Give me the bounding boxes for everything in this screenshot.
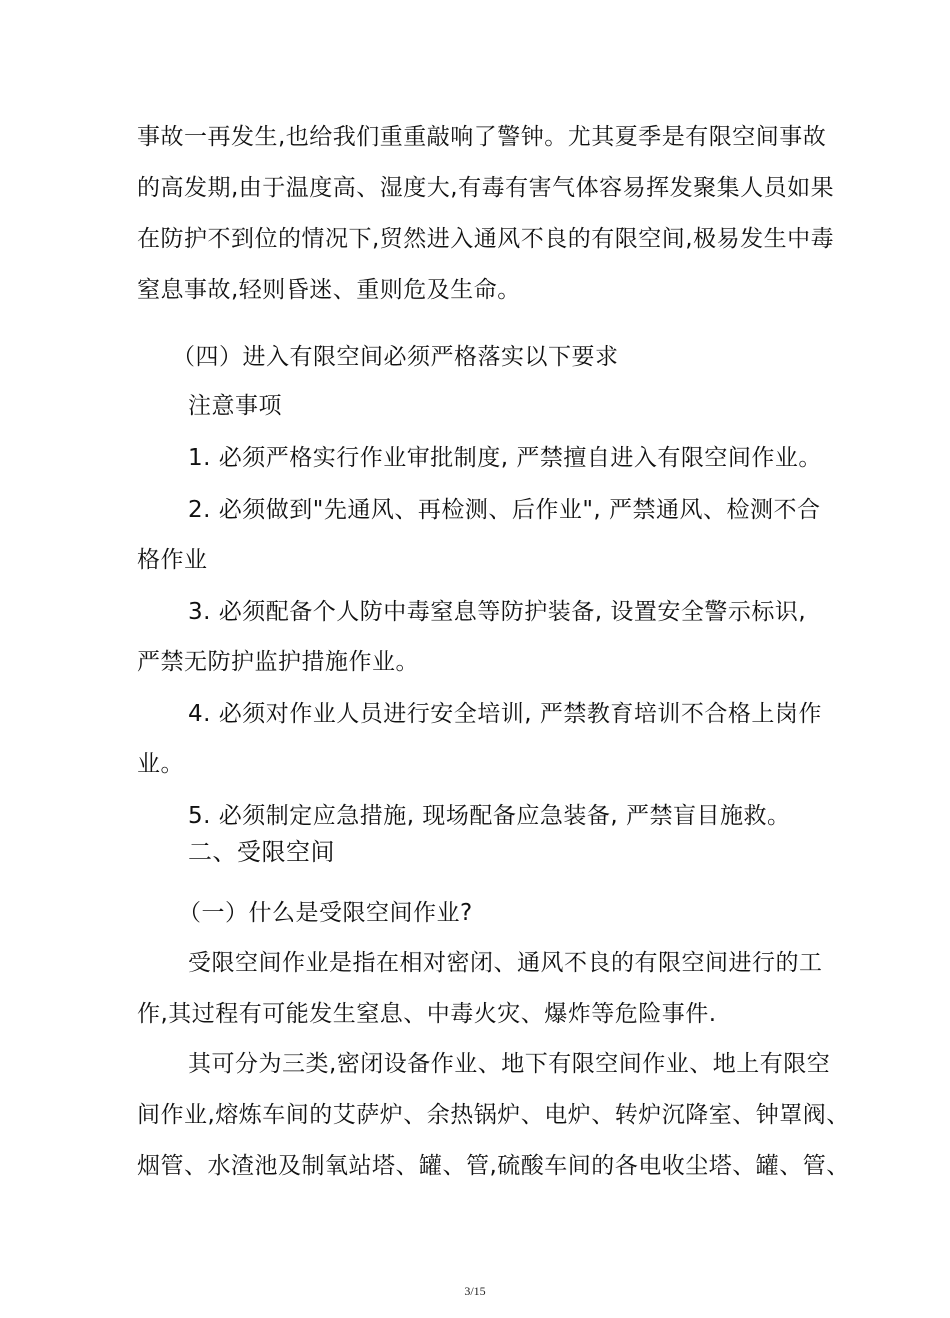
rule-item-continuation: 严禁无防护监护措施作业。 — [137, 649, 419, 675]
paragraph-line: 间作业,熔炼车间的艾萨炉、余热锅炉、电炉、转炉沉降室、钟罩阀、 — [137, 1102, 850, 1128]
paragraph-line: 其可分为三类,密闭设备作业、地下有限空间作业、地上有限空 — [188, 1051, 831, 1077]
notes-title: 注意事项 — [188, 393, 282, 419]
rule-item-continuation: 格作业 — [137, 547, 208, 573]
rule-item: 2. 必须做到"先通风、再检测、后作业", 严禁通风、检测不合 — [188, 497, 821, 523]
page-number: 3/15 — [464, 1284, 486, 1298]
rule-item-continuation: 业。 — [137, 751, 184, 777]
rule-item: 4. 必须对作业人员进行安全培训, 严禁教育培训不合格上岗作 — [188, 701, 822, 727]
paragraph-line: 窒息事故,轻则昏迷、重则危及生命。 — [137, 277, 521, 303]
rule-item: 3. 必须配备个人防中毒窒息等防护装备, 设置安全警示标识, — [188, 599, 807, 625]
paragraph-line: 事故一再发生,也给我们重重敲响了警钟。尤其夏季是有限空间事故 — [137, 124, 827, 150]
section-heading: （四）进入有限空间必须严格落实以下要求 — [172, 344, 619, 370]
paragraph-line: 的高发期,由于温度高、湿度大,有毒有害气体容易挥发聚集人员如果 — [137, 175, 835, 201]
paragraph-line: 烟管、水渣池及制氧站塔、罐、管,硫酸车间的各电收尘塔、罐、管、 — [137, 1153, 850, 1179]
rule-item: 1. 必须严格实行作业审批制度, 严禁擅自进入有限空间作业。 — [188, 445, 822, 471]
paragraph-line: 作,其过程有可能发生窒息、中毒火灾、爆炸等危险事件. — [137, 1001, 717, 1027]
section-heading: （一）什么是受限空间作业? — [178, 900, 473, 926]
paragraph-line: 受限空间作业是指在相对密闭、通风不良的有限空间进行的工 — [188, 950, 823, 976]
rule-item: 5. 必须制定应急措施, 现场配备应急装备, 严禁盲目施救。 — [188, 803, 791, 829]
chapter-heading: 二、受限空间 — [188, 838, 335, 866]
paragraph-line: 在防护不到位的情况下,贸然进入通风不良的有限空间,极易发生中毒 — [137, 226, 835, 252]
